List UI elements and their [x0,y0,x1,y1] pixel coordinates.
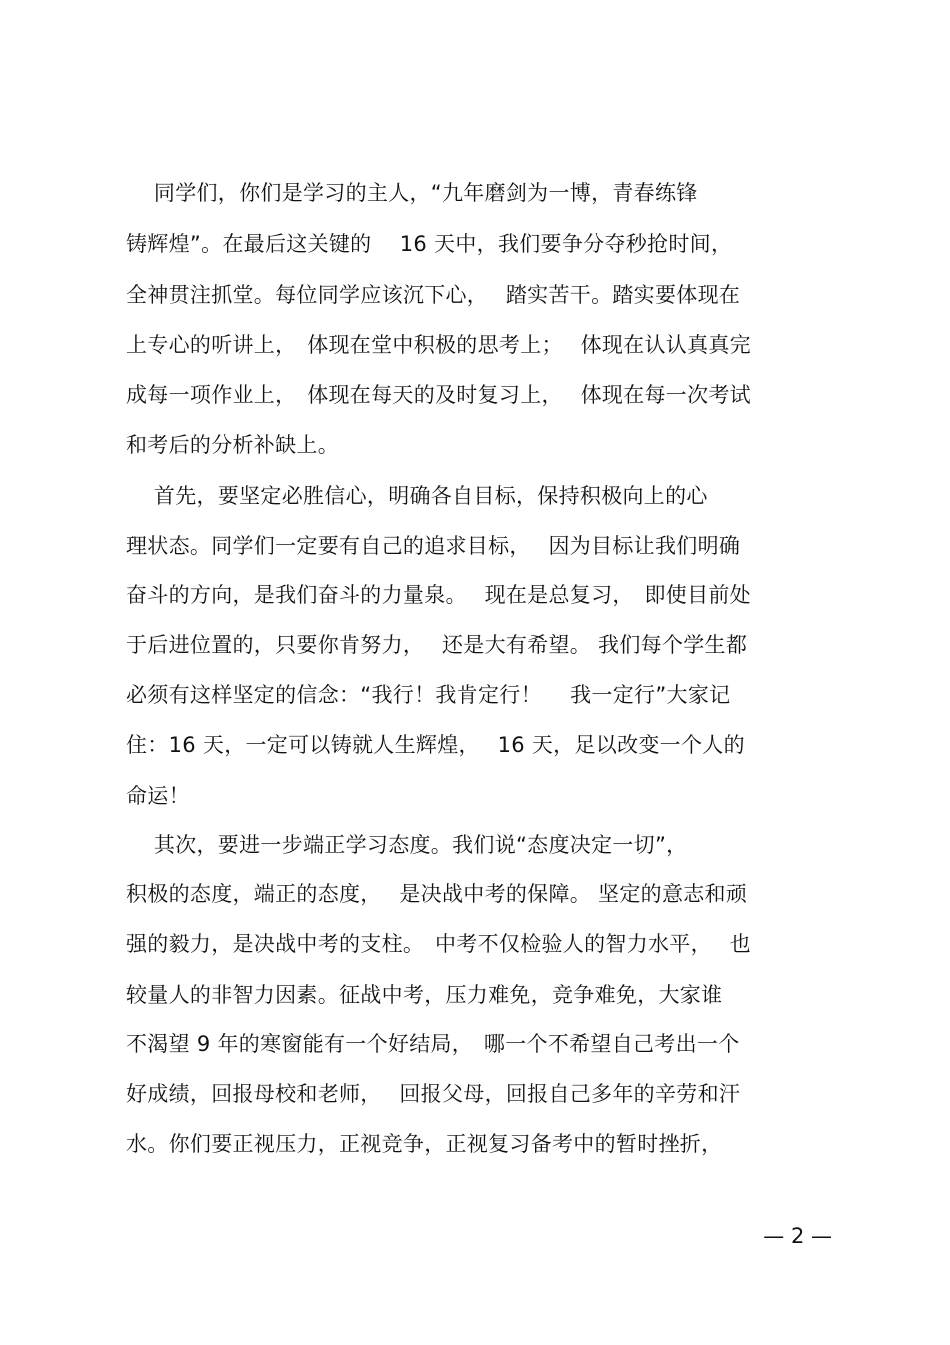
text-line: 住：16 天，一定可以铸就人生辉煌， 16 天，足以改变一个人的 [126,733,745,757]
text-line: 同学们，你们是学习的主人，“九年磨剑为一博，青春练锋 [126,181,698,205]
page-number: — 2 — [763,1224,832,1248]
text-line: 水。你们要正视压力，正视竞争，正视复习备考中的暂时挫折， [126,1132,723,1156]
text-line: 理状态。同学们一定要有自己的追求目标， 因为目标让我们明确 [126,534,741,558]
text-line: 强的毅力，是决战中考的支柱。 中考不仅检验人的智力水平， 也 [126,932,751,956]
text-line: 成每一项作业上， 体现在每天的及时复习上， 体现在每一次考试 [126,383,751,407]
text-line: 全神贯注抓堂。每位同学应该沉下心， 踏实苦干。踏实要体现在 [126,283,741,307]
text-line: 奋斗的方向，是我们奋斗的力量泉。 现在是总复习， 即使目前处 [126,583,751,607]
text-line: 首先，要坚定必胜信心，明确各自目标，保持积极向上的心 [126,484,708,508]
text-line: 命运！ [126,784,190,808]
text-line: 较量人的非智力因素。征战中考，压力难免，竞争难免，大家谁 [126,983,723,1007]
text-line: 铸辉煌”。在最后这关键的 16 天中，我们要争分夺秒抢时间， [126,232,733,256]
text-line: 好成绩，回报母校和老师， 回报父母，回报自己多年的辛劳和汗 [126,1082,741,1106]
text-line: 和考后的分析补缺上。 [126,433,339,457]
text-line: 于后进位置的，只要你肯努力， 还是大有希望。 我们每个学生都 [126,633,748,657]
text-line: 上专心的听讲上， 体现在堂中积极的思考上； 体现在认认真真完 [126,333,751,357]
text-line: 其次，要进一步端正学习态度。我们说“态度决定一切”， [126,833,688,857]
text-line: 必须有这样坚定的信念：“我行！我肯定行！ 我一定行”大家记 [126,683,731,707]
text-line: 不渴望 9 年的寒窗能有一个好结局， 哪一个不希望自己考出一个 [126,1032,740,1056]
text-line: 积极的态度，端正的态度， 是决战中考的保障。 坚定的意志和顽 [126,882,748,906]
